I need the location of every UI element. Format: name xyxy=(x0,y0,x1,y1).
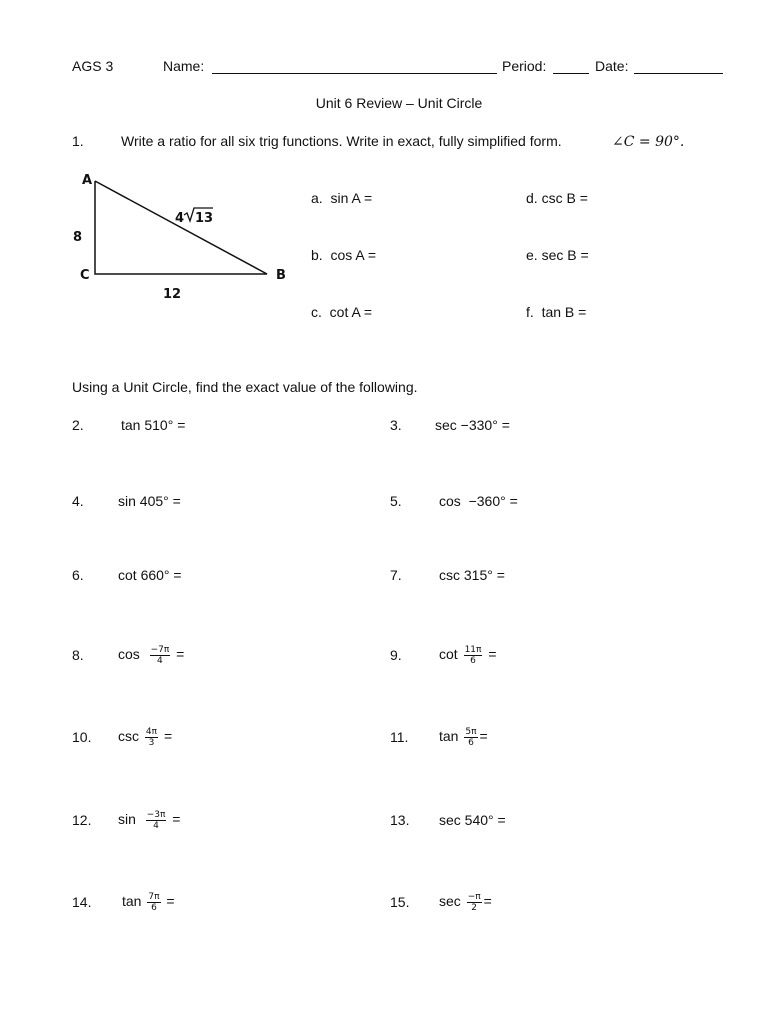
problem-expression: sin $\frac{-3\pi}{4}$ = xyxy=(118,809,181,831)
hypotenuse-coef: 4 xyxy=(175,211,185,226)
fraction: $\frac{5\pi}{6}$ xyxy=(465,726,477,748)
problem-expression: sec $\frac{-\pi}{2}$ = xyxy=(439,891,492,913)
problem-number: 5. xyxy=(390,493,402,509)
problem-expression: sec −330° = xyxy=(435,417,510,433)
given-angle: ∠C = 90°. xyxy=(612,134,685,150)
page-title: Unit 6 Review – Unit Circle xyxy=(315,95,483,111)
fraction: $\frac{4\pi}{3}$ xyxy=(145,726,158,748)
problem-number: 3. xyxy=(390,417,402,433)
problem-number: 6. xyxy=(72,567,84,583)
vertex-c-label: C xyxy=(80,268,90,283)
vertex-a-label: A xyxy=(82,173,93,188)
problem-expression: tan $\frac{7\pi}{6}$ = xyxy=(122,891,175,913)
name-label: Name: xyxy=(163,58,205,74)
problem-expression: cot 660° = xyxy=(118,567,182,583)
problem-number: 15. xyxy=(390,894,410,910)
fraction: $\frac{7\pi}{6}$ xyxy=(148,891,160,913)
side-ac-label: 8 xyxy=(73,230,83,245)
problem-expression: sin 405° = xyxy=(118,493,181,509)
right-triangle-diagram xyxy=(70,168,300,308)
part-b: b. cos A = xyxy=(311,247,377,263)
part-a: a. sin A = xyxy=(311,190,373,206)
problem-expression: sec 540° = xyxy=(439,812,506,828)
problem-expression: tan 510° = xyxy=(121,417,186,433)
triangle-shape xyxy=(95,181,267,274)
problem-number: 7. xyxy=(390,567,402,583)
problem-number: 4. xyxy=(72,493,84,509)
period-label: Period: xyxy=(502,58,547,74)
fraction: $\frac{-3\pi}{4}$ xyxy=(146,809,166,831)
problem-number: 14. xyxy=(72,894,92,910)
part-f: f. tan B = xyxy=(526,304,587,320)
fraction: $\frac{-\pi}{2}$ xyxy=(467,891,481,913)
vertex-b-label: B xyxy=(276,268,286,283)
date-label: Date: xyxy=(595,58,629,74)
side-cb-label: 12 xyxy=(163,287,182,302)
question-number: 1. xyxy=(72,133,84,149)
hypotenuse-radicand: 13 xyxy=(195,211,214,226)
problem-expression: csc 315° = xyxy=(439,567,505,583)
question-instruction: Write a ratio for all six trig functions. Write in exact, fully simplified form. xyxy=(121,133,562,149)
period-blank[interactable] xyxy=(553,73,589,74)
part-d: d. csc B = xyxy=(526,190,588,206)
problem-expression: cos $\frac{-7\pi}{4}$ = xyxy=(118,644,185,666)
section-instruction: Using a Unit Circle, find the exact value of the following. xyxy=(72,379,418,395)
problem-expression: cot $\frac{11\pi}{6}$ = xyxy=(439,644,497,666)
problem-expression: cos −360° = xyxy=(439,493,518,509)
problem-number: 11. xyxy=(390,729,409,745)
name-blank[interactable] xyxy=(212,73,497,74)
part-e: e. sec B = xyxy=(526,247,589,263)
problem-number: 2. xyxy=(72,417,84,433)
problem-number: 8. xyxy=(72,647,84,663)
fraction: $\frac{-7\pi}{4}$ xyxy=(150,644,170,666)
date-blank[interactable] xyxy=(634,73,723,74)
course-label: AGS 3 xyxy=(72,58,114,74)
problem-number: 12. xyxy=(72,812,92,828)
problem-expression: tan $\frac{5\pi}{6}$ = xyxy=(439,726,488,748)
problem-expression: csc $\frac{4\pi}{3}$ = xyxy=(118,726,173,748)
problem-number: 13. xyxy=(390,812,410,828)
problem-number: 9. xyxy=(390,647,402,663)
part-c: c. cot A = xyxy=(311,304,373,320)
problem-number: 10. xyxy=(72,729,92,745)
fraction: $\frac{11\pi}{6}$ xyxy=(464,644,482,666)
